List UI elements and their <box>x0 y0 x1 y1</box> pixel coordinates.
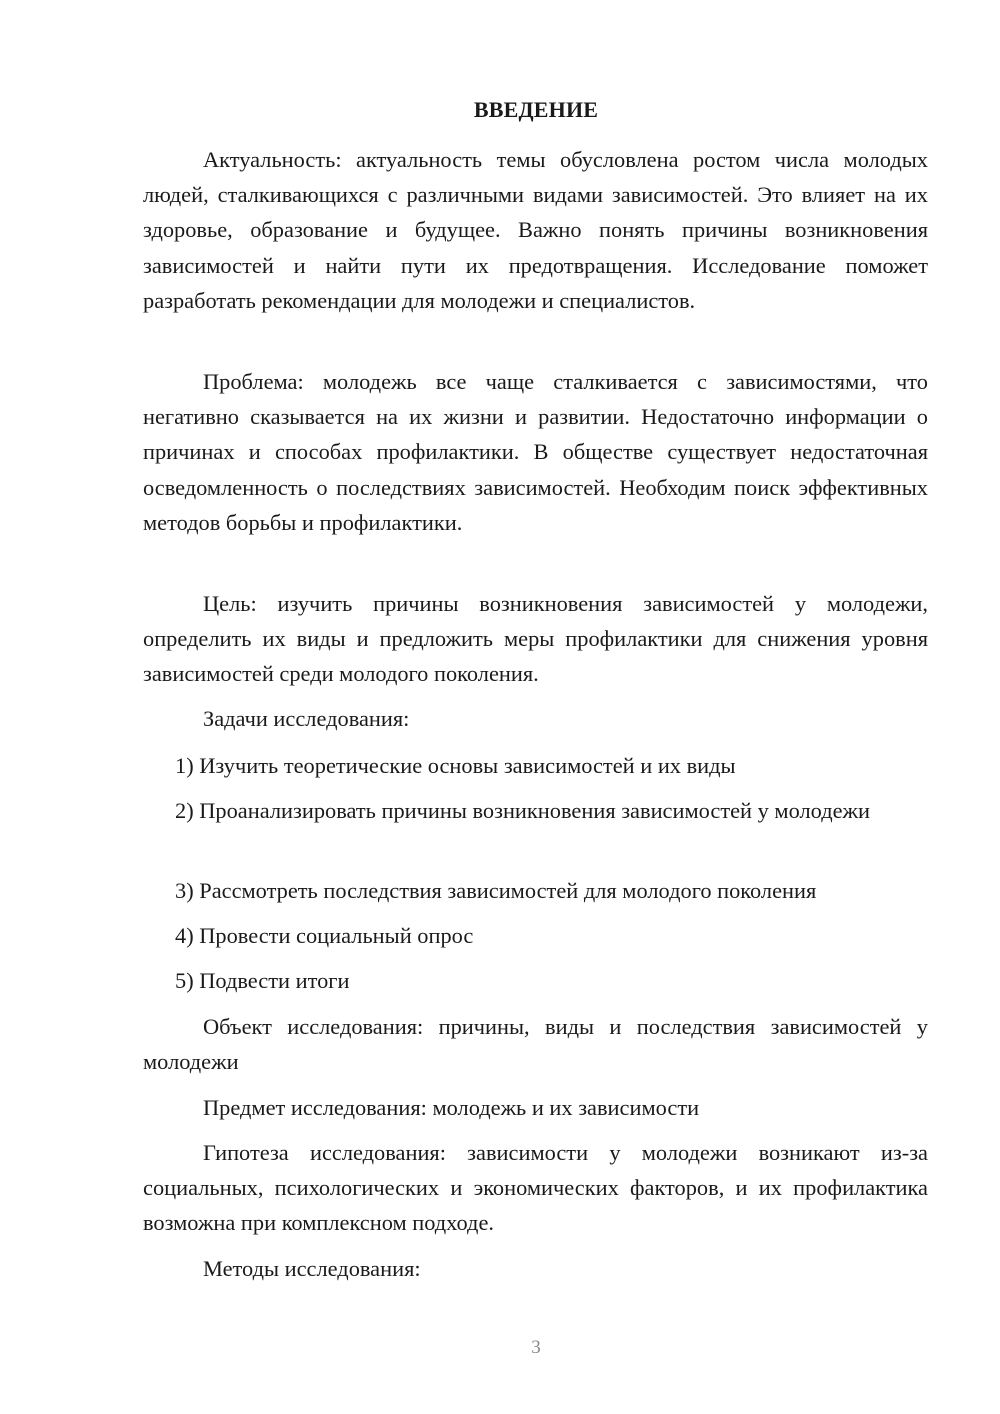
task-item: 2) Проанализировать причины возникновения зависимостей у молодежи <box>175 798 871 823</box>
hypothesis-paragraph: Гипотеза исследования: зависимости у молодежи возникают из-за социальных, психологических и экономических факторов, и их профилактика возможна при комплексном подходе. <box>143 1140 928 1236</box>
methods-title: Методы исследования: <box>203 1256 421 1281</box>
tasks-title: Задачи исследования: <box>203 706 410 731</box>
problem-paragraph: Проблема: молодежь все чаще сталкивается с зависимостями, что негативно сказывается на их жизни и развитии. Недостаточно информации о причинах и способах профилактики. В обществе существует недостаточная осведомленность о последствиях зависимостей. Необходим поиск эффективных методов борьбы и профилактики. <box>143 369 928 535</box>
goal-paragraph: Цель: изучить причины возникновения зависимостей у молодежи, определить их виды и предложить меры профилактики для снижения уровня зависимостей среди молодого поколения. <box>143 591 928 687</box>
task-item: 5) Подвести итоги <box>175 968 350 993</box>
object-paragraph: Объект исследования: причины, виды и последствия зависимостей у молодежи <box>143 1014 928 1075</box>
task-item: 3) Рассмотреть последствия зависимостей для молодого поколения <box>175 878 817 903</box>
subject-paragraph: Предмет исследования: молодежь и их зависимости <box>203 1095 700 1120</box>
task-item: 4) Провести социальный опрос <box>175 923 474 948</box>
task-item: 1) Изучить теоретические основы зависимостей и их виды <box>175 753 736 778</box>
page-title: ВВЕДЕНИЕ <box>473 97 599 122</box>
relevance-paragraph: Актуальность: актуальность темы обусловлена ростом числа молодых людей, сталкивающихся с различными видами зависимостей. Это влияет на их здоровье, образование и будущее. Важно понять причины возникновения зависимостей и найти пути их предотвращения. Исследование поможет разработать рекомендации для молодежи и специалистов. <box>143 147 928 313</box>
page-number: 3 <box>531 1337 541 1358</box>
